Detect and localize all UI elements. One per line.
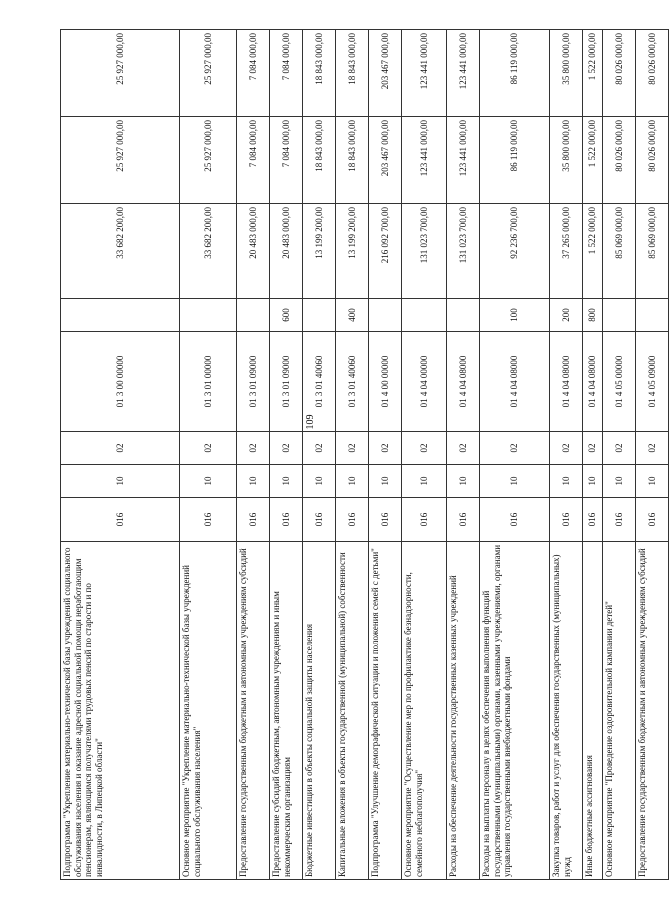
section-code-cell: 10 <box>270 465 303 498</box>
amount-year-3-cell: 203 467 000,00 <box>369 30 402 117</box>
section-code-cell: 10 <box>402 465 447 498</box>
admin-code-cell: 016 <box>583 498 603 542</box>
table-row <box>180 30 237 880</box>
amount-year-3-cell: 80 026 000,00 <box>636 30 669 117</box>
amount-year-1-cell: 1 522 000,00 <box>583 204 603 299</box>
expense-kind-cell: 400 <box>336 299 369 332</box>
expense-kind-cell <box>636 299 669 332</box>
amount-year-1-cell: 13 199 200,00 <box>303 204 336 299</box>
subsection-code-cell: 02 <box>480 432 550 465</box>
amount-year-2-cell: 203 467 000,00 <box>369 117 402 204</box>
row-name-cell: Капитальные вложения в объекты государственной (муниципальной) собственности <box>336 542 369 880</box>
target-article-cell: 01 3 01 40060 <box>336 332 369 432</box>
expense-kind-cell: 200 <box>550 299 583 332</box>
amount-year-3-cell: 80 026 000,00 <box>603 30 636 117</box>
section-code-cell: 10 <box>636 465 669 498</box>
target-article-cell: 01 4 04 08000 <box>550 332 583 432</box>
amount-year-3-cell: 1 522 000,00 <box>583 30 603 117</box>
table-row <box>603 30 636 880</box>
section-code-cell: 10 <box>447 465 480 498</box>
admin-code-cell: 016 <box>303 498 336 542</box>
amount-year-1-cell: 20 483 000,00 <box>237 204 270 299</box>
admin-code-cell: 016 <box>61 498 180 542</box>
amount-year-3-cell: 86 119 000,00 <box>480 30 550 117</box>
admin-code-cell: 016 <box>369 498 402 542</box>
admin-code-cell: 016 <box>237 498 270 542</box>
section-code-cell: 10 <box>61 465 180 498</box>
amount-year-2-cell: 86 119 000,00 <box>480 117 550 204</box>
amount-year-2-cell: 123 441 000,00 <box>402 117 447 204</box>
row-name-cell: Основное мероприятие "Укрепление материально-технической базы учреждений социального обслуживания населения" <box>180 542 237 880</box>
target-article-cell: 01 3 00 00000 <box>61 332 180 432</box>
target-article-cell: 01 3 01 09000 <box>237 332 270 432</box>
amount-year-2-cell: 80 026 000,00 <box>636 117 669 204</box>
amount-year-3-cell: 123 441 000,00 <box>447 30 480 117</box>
subsection-code-cell: 02 <box>447 432 480 465</box>
table-row <box>636 30 669 880</box>
subsection-code-cell: 02 <box>603 432 636 465</box>
target-article-cell: 01 4 04 08000 <box>480 332 550 432</box>
amount-year-1-cell: 33 682 200,00 <box>180 204 237 299</box>
amount-year-2-cell: 18 843 000,00 <box>336 117 369 204</box>
row-name-cell: Иные бюджетные ассигнования <box>583 542 603 880</box>
table-row <box>583 30 603 880</box>
target-article-cell: 01 4 04 08000 <box>447 332 480 432</box>
amount-year-1-cell: 85 069 000,00 <box>636 204 669 299</box>
amount-year-1-cell: 85 069 000,00 <box>603 204 636 299</box>
admin-code-cell: 016 <box>480 498 550 542</box>
amount-year-3-cell: 18 843 000,00 <box>336 30 369 117</box>
row-name-cell: Расходы на выплаты персоналу в целях обеспечения выполнения функций государственными (муниципальными) органами, казенными учреждениями, органами управления государственными внебюджетными фондами <box>480 542 550 880</box>
page-number: 109 <box>305 414 316 430</box>
table-row <box>237 30 270 880</box>
amount-year-1-cell: 131 023 700,00 <box>402 204 447 299</box>
subsection-code-cell: 02 <box>550 432 583 465</box>
target-article-cell: 01 3 01 00000 <box>180 332 237 432</box>
expense-kind-cell <box>180 299 237 332</box>
subsection-code-cell: 02 <box>237 432 270 465</box>
amount-year-1-cell: 33 682 200,00 <box>61 204 180 299</box>
subsection-code-cell: 02 <box>636 432 669 465</box>
subsection-code-cell: 02 <box>270 432 303 465</box>
target-article-cell: 01 4 04 00000 <box>402 332 447 432</box>
subsection-code-cell: 02 <box>61 432 180 465</box>
row-name-cell: Подпрограмма "Укрепление материально-технической базы учреждений социального обслуживания населения и оказание адресной социальной помощи неработающим пенсионерам, являющимся получателями трудовых пенсий по старости и по инвалидности, в Липецкой области" <box>61 542 180 880</box>
amount-year-2-cell: 18 843 000,00 <box>303 117 336 204</box>
row-name-cell: Предоставление субсидий бюджетным, автономным учреждениям и иным некоммерческим организациям <box>270 542 303 880</box>
expense-kind-cell <box>303 299 336 332</box>
amount-year-3-cell: 123 441 000,00 <box>402 30 447 117</box>
amount-year-3-cell: 7 084 000,00 <box>237 30 270 117</box>
expense-kind-cell <box>237 299 270 332</box>
expense-kind-cell <box>61 299 180 332</box>
subsection-code-cell: 02 <box>402 432 447 465</box>
admin-code-cell: 016 <box>336 498 369 542</box>
section-code-cell: 10 <box>303 465 336 498</box>
amount-year-2-cell: 25 927 000,00 <box>61 117 180 204</box>
expense-kind-cell <box>369 299 402 332</box>
target-article-cell: 01 4 05 00000 <box>603 332 636 432</box>
amount-year-1-cell: 13 199 200,00 <box>336 204 369 299</box>
section-code-cell: 10 <box>603 465 636 498</box>
table-row <box>402 30 447 880</box>
target-article-cell: 01 3 01 40060 <box>303 332 336 432</box>
row-name-cell: Подпрограмма "Улучшение демографической ситуации и положения семей с детьми" <box>369 542 402 880</box>
row-name-cell: Основное мероприятие "Проведение оздоровительной кампании детей" <box>603 542 636 880</box>
row-name-cell: Предоставление государственным бюджетным и автономным учреждениям субсидий <box>636 542 669 880</box>
admin-code-cell: 016 <box>180 498 237 542</box>
amount-year-2-cell: 25 927 000,00 <box>180 117 237 204</box>
table-row <box>303 30 336 880</box>
amount-year-3-cell: 7 084 000,00 <box>270 30 303 117</box>
expense-kind-cell: 800 <box>583 299 603 332</box>
amount-year-3-cell: 25 927 000,00 <box>180 30 237 117</box>
section-code-cell: 10 <box>180 465 237 498</box>
subsection-code-cell: 02 <box>303 432 336 465</box>
amount-year-2-cell: 7 084 000,00 <box>237 117 270 204</box>
expense-kind-cell: 100 <box>480 299 550 332</box>
amount-year-2-cell: 35 800 000,00 <box>550 117 583 204</box>
table-row <box>369 30 402 880</box>
amount-year-3-cell: 18 843 000,00 <box>303 30 336 117</box>
admin-code-cell: 016 <box>447 498 480 542</box>
table-row <box>270 30 303 880</box>
admin-code-cell: 016 <box>603 498 636 542</box>
amount-year-2-cell: 7 084 000,00 <box>270 117 303 204</box>
amount-year-2-cell: 80 026 000,00 <box>603 117 636 204</box>
amount-year-2-cell: 1 522 000,00 <box>583 117 603 204</box>
target-article-cell: 01 4 00 00000 <box>369 332 402 432</box>
row-name-cell: Основное мероприятие "Осуществление мер по профилактике безнадзорности, семейного неблагополучия" <box>402 542 447 880</box>
section-code-cell: 10 <box>583 465 603 498</box>
subsection-code-cell: 02 <box>369 432 402 465</box>
row-name-cell: Бюджетные инвестиции в объекты социальной защиты населения <box>303 542 336 880</box>
table-row <box>480 30 550 880</box>
amount-year-1-cell: 92 236 700,00 <box>480 204 550 299</box>
amount-year-1-cell: 20 483 000,00 <box>270 204 303 299</box>
subsection-code-cell: 02 <box>583 432 603 465</box>
amount-year-1-cell: 216 092 700,00 <box>369 204 402 299</box>
budget-table <box>60 29 669 880</box>
row-name-cell: Расходы на обеспечение деятельности государственных казенных учреждений <box>447 542 480 880</box>
row-name-cell: Предоставление государственным бюджетным и автономным учреждениям субсидий <box>237 542 270 880</box>
row-name-cell: Закупка товаров, работ и услуг для обеспечения государственных (муниципальных) нужд <box>550 542 583 880</box>
budget-table-body <box>61 30 669 880</box>
section-code-cell: 10 <box>237 465 270 498</box>
admin-code-cell: 016 <box>402 498 447 542</box>
budget-table-sheet <box>60 30 657 880</box>
admin-code-cell: 016 <box>270 498 303 542</box>
section-code-cell: 10 <box>480 465 550 498</box>
amount-year-1-cell: 37 265 000,00 <box>550 204 583 299</box>
expense-kind-cell <box>447 299 480 332</box>
expense-kind-cell <box>402 299 447 332</box>
target-article-cell: 01 4 05 09000 <box>636 332 669 432</box>
expense-kind-cell <box>603 299 636 332</box>
expense-kind-cell: 600 <box>270 299 303 332</box>
section-code-cell: 10 <box>336 465 369 498</box>
target-article-cell: 01 3 01 09000 <box>270 332 303 432</box>
admin-code-cell: 016 <box>550 498 583 542</box>
table-row <box>61 30 180 880</box>
subsection-code-cell: 02 <box>180 432 237 465</box>
subsection-code-cell: 02 <box>336 432 369 465</box>
table-row <box>550 30 583 880</box>
amount-year-1-cell: 131 023 700,00 <box>447 204 480 299</box>
target-article-cell: 01 4 04 08000 <box>583 332 603 432</box>
amount-year-3-cell: 25 927 000,00 <box>61 30 180 117</box>
section-code-cell: 10 <box>369 465 402 498</box>
amount-year-3-cell: 35 800 000,00 <box>550 30 583 117</box>
admin-code-cell: 016 <box>636 498 669 542</box>
amount-year-2-cell: 123 441 000,00 <box>447 117 480 204</box>
table-row <box>336 30 369 880</box>
table-row <box>447 30 480 880</box>
section-code-cell: 10 <box>550 465 583 498</box>
